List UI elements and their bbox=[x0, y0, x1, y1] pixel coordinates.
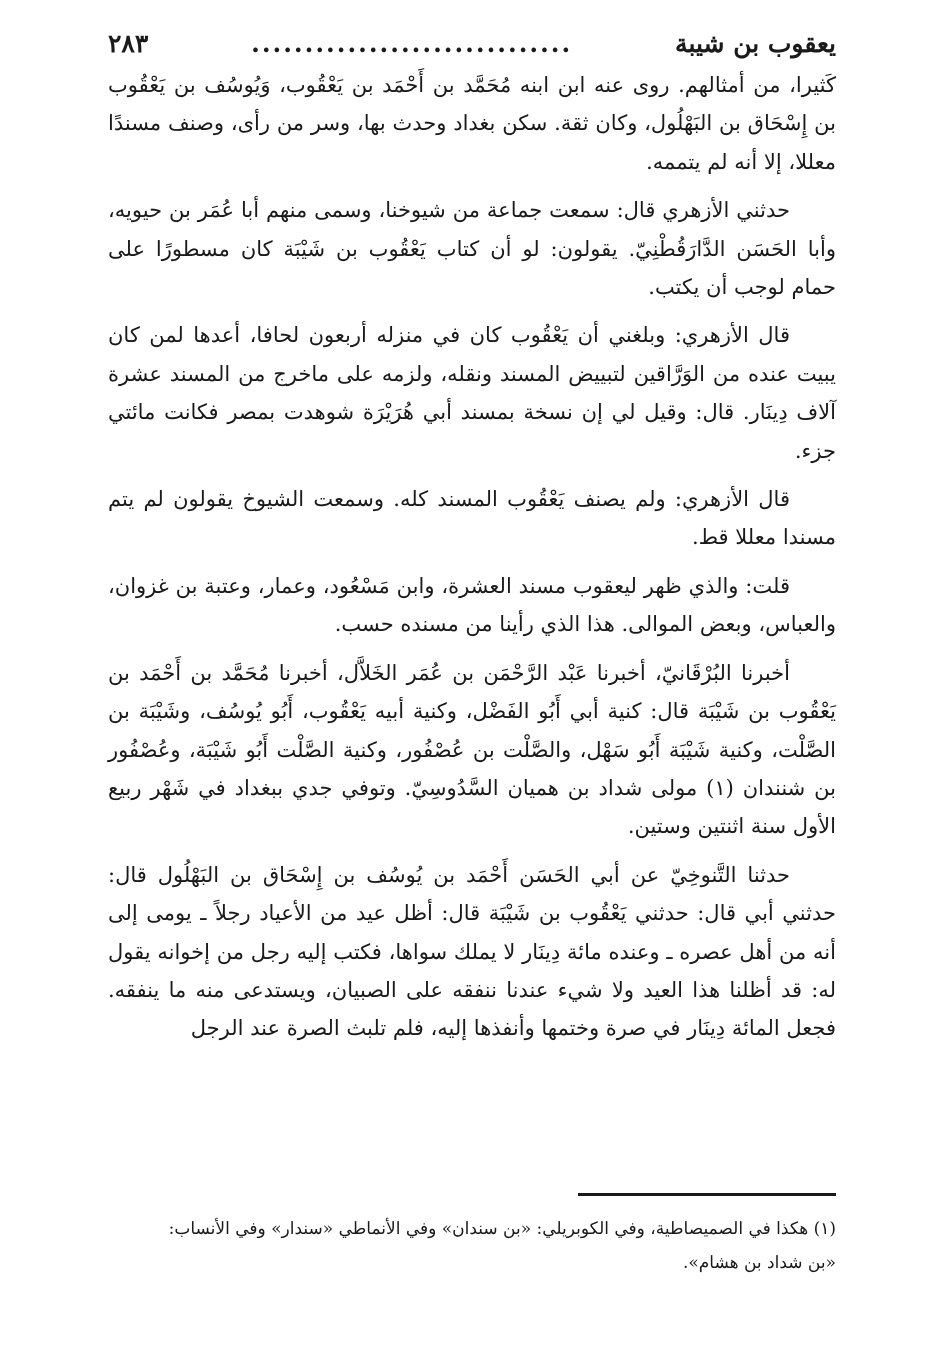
leader-dots: .............................. bbox=[251, 29, 573, 58]
paragraph: قلت: والذي ظهر ليعقوب مسند العشرة، وابن مَسْعُود، وعمار، وعتبة بن غزوان، والعباس، وبعض الموالى. هذا الذي رأينا من مسنده حسب. bbox=[108, 573, 836, 637]
footnote-divider bbox=[578, 1193, 836, 1196]
paragraph: حدثنا التَّنوخِيّ عن أبي الحَسَن أَحْمَد بن يُوسُف بن إِسْحَاق بن البَهْلُول قال: حدثني أبي قال: حدثني يَعْقُوب بن شَيْبَة قال: أظل عيد من الأعياد رجلاً ـ يومى إلى أنه من أهل عصره ـ وعنده مائة دِينَار لا يملك سواها، فكتب إليه رجل من إخوانه يقول له: قد أظلنا هذا العيد ولا شيء عندنا ننفقه على الصبيان، ويستدعى منه ما ينفقه. فجعل المائة دِينَار في صرة وختمها وأنفذها إليه، فلم تلبث الصرة عند الرجل bbox=[108, 862, 836, 1041]
running-header-title: يعقوب بن شيبة bbox=[675, 29, 836, 58]
paragraph: أخبرنا البُرْقَانيّ، أخبرنا عَبْد الرَّحْمَن بن عُمَر الخَلاَّل، أخبرنا مُحَمَّد بن أَحْمَد بن يَعْقُوب بن شَيْبَة قال: كنية أبي أَبُو الفَضْل، وكنية أبيه يَعْقُوب، أَبُو يُوسُف، وشَيْبَة بن الصَّلْت، وكنية شَيْبَة أَبُو سَهْل، والصَّلْت بن عُصْفُور، وكنية الصَّلْت أَبُو شَيْبَة، وعُصْفُور بن شنندان (١) مولى شداد بن هميان السَّدُوسِيّ. وتوفي جدي ببغداد في شَهْر ربيع الأول سنة اثنتين وستين. bbox=[108, 660, 836, 839]
footnote-line: (١) هكذا في الصميصاطية، وفي الكوبريلي: «بن سندان» وفي الأنماطي «سندار» وفي الأنساب: bbox=[168, 1219, 836, 1239]
footnote bbox=[108, 1212, 836, 1280]
page-number: ٢٨٣ bbox=[108, 29, 149, 58]
footnote-line: «بن شداد بن هشام». bbox=[682, 1253, 836, 1273]
paragraph: كَثيرا، من أمثالهم. روى عنه ابن ابنه مُحَمَّد بن أَحْمَد بن يَعْقُوب، وَيُوسُف بن يَعْقُوب بن إِسْحَاق بن البَهْلُول، وكان ثقة. سكن بغداد وحدث بها، وسر من رأى، وصنف مسندًا معللا، إلا أنه لم يتممه. bbox=[108, 73, 836, 174]
paragraph: حدثني الأزهري قال: سمعت جماعة من شيوخنا، وسمى منهم أبا عُمَر بن حيويه، وأبا الحَسَن الدَّارَقُطْنِيّ. يقولون: لو أن كتاب يَعْقُوب بن شَيْبَة كان مسطورًا على حمام لوجب أن يكتب. bbox=[108, 198, 836, 300]
running-header bbox=[108, 22, 836, 66]
page bbox=[108, 22, 836, 1058]
paragraph: قال الأزهري: وبلغني أن يَعْقُوب كان في منزله أربعون لحافا، أعدها لمن كان يبيت عنده من الوَرَّاقين لتبييض المسند ونقله، ولزمه على ماخرج من المسند عشرة آلاف دِينَار. قال: وقيل لي إن نسخة بمسند أبي هُرَيْرَة شوهدت بمصر فكانت مائتي جزء. bbox=[108, 323, 836, 463]
body-text bbox=[108, 66, 836, 1048]
paragraph: قال الأزهري: ولم يصنف يَعْقُوب المسند كله. وسمعت الشيوخ يقولون لم يتم مسندا معللا قط. bbox=[108, 487, 836, 550]
